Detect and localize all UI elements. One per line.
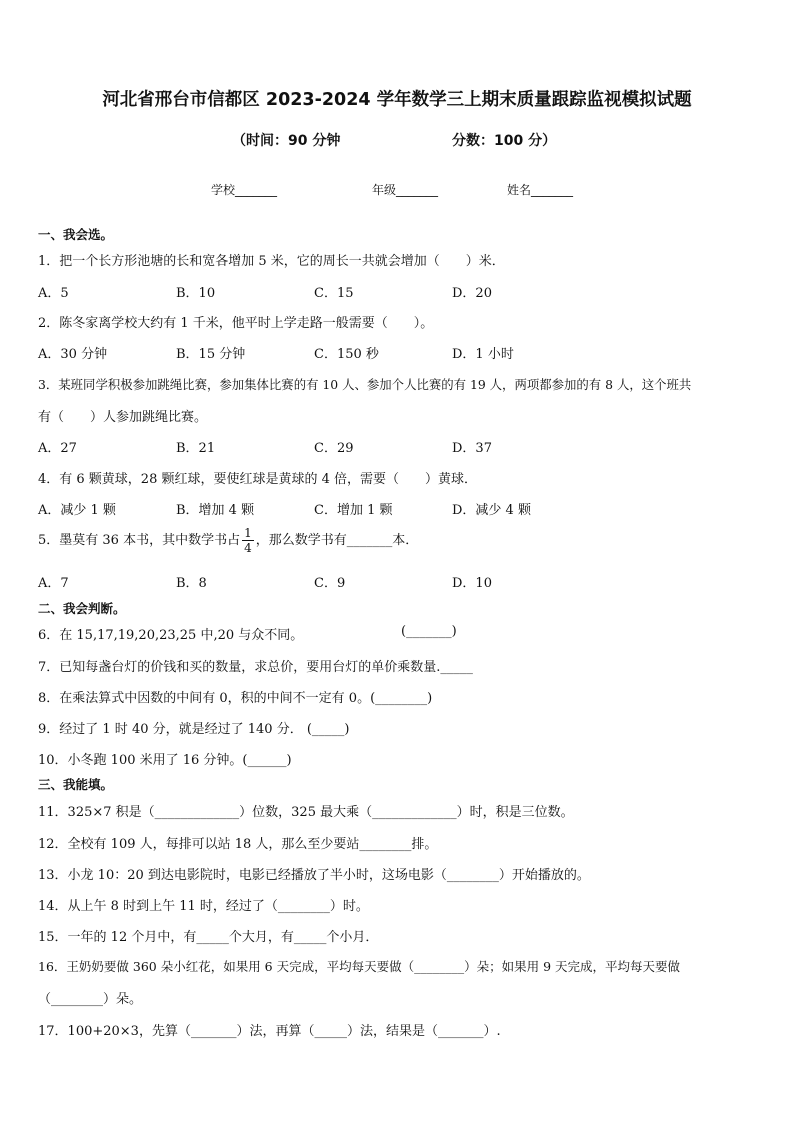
- question-17: 17．100+20×3，先算（_______）法，再算（_____）法，结果是（_______）.: [38, 1024, 501, 1039]
- grade-field: 年级_______: [372, 183, 439, 197]
- question-13: 13．小龙 10：20 到达电影院时，电影已经播放了半小时，这场电影（________）开始播放的。: [38, 868, 590, 883]
- q1-option-b: B．10: [176, 286, 216, 301]
- q1-option-c: C．15: [314, 286, 354, 301]
- q3-option-b: B．21: [176, 441, 216, 456]
- question-5-text-end: ，那么数学书有_______本．: [255, 533, 419, 548]
- q4-option-a: A．减少 1 颗: [38, 503, 116, 518]
- q4-option-c: C．增加 1 颗: [314, 503, 393, 518]
- school-field: 学校_______: [211, 183, 278, 197]
- q2-option-c: C．150 秒: [314, 347, 379, 362]
- question-12: 12．全校有 109 人，每排可以站 18 人，那么至少要站________排。: [38, 837, 438, 852]
- fraction: [242, 526, 254, 555]
- section-heading-judge: 二、我会判断。: [38, 601, 126, 616]
- q4-option-d: D．减少 4 颗: [452, 503, 531, 518]
- exam-title: 河北省邢台市信都区 2023-2024 学年数学三上期末质量跟踪监视模拟试题: [102, 90, 692, 110]
- q3-option-a: A．27: [38, 441, 77, 456]
- q1-option-d: D．20: [452, 286, 492, 301]
- q1-option-a: A．5: [38, 286, 69, 301]
- time-info: （时间：90 分钟: [232, 133, 341, 149]
- question-6-blank: (_______): [401, 624, 457, 639]
- question-3-line-1: 3．某班同学积极参加跳绳比赛，参加集体比赛的有 10 人、参加个人比赛的有 19 人，两项都参加的有 8 人，这个班共: [38, 377, 692, 392]
- q5-option-d: D．10: [452, 576, 492, 591]
- question-11: 11．325×7 积是（_____________）位数，325 最大乘（_____________）时，积是三位数。: [38, 805, 574, 820]
- question-8: 8．在乘法算式中因数的中间有 0，积的中间不一定有 0。(________): [38, 691, 433, 706]
- question-16-line-1: 16．王奶奶要做 360 朵小红花，如果用 6 天完成，平均每天要做（________）朵；如果用 9 天完成，平均每天要做: [38, 959, 681, 974]
- q4-option-b: B．增加 4 颗: [176, 503, 255, 518]
- question-5-text: 5．墨莫有 36 本书，其中数学书占: [38, 533, 241, 548]
- question-6: 6．在 15,17,19,20,23,25 中,20 与众不同。: [38, 628, 304, 643]
- section-heading-fill: 三、我能填。: [38, 777, 114, 792]
- question-15: 15．一年的 12 个月中，有_____个大月，有_____个小月．: [38, 930, 379, 945]
- fraction-numerator: 1: [244, 526, 252, 540]
- q3-option-d: D．37: [452, 441, 492, 456]
- question-7: 7．已知每盏台灯的价钱和买的数量，求总价，要用台灯的单价乘数量._____: [38, 660, 473, 675]
- question-10: 10．小冬跑 100 米用了 16 分钟。(______): [38, 753, 292, 768]
- fraction-denominator: 4: [244, 541, 252, 555]
- question-5: [38, 526, 418, 555]
- q2-option-d: D．1 小时: [452, 347, 514, 362]
- question-4: 4．有 6 颗黄球，28 颗红球，要使红球是黄球的 4 倍，需要（ ）黄球．: [38, 472, 478, 487]
- q5-option-a: A．7: [38, 576, 69, 591]
- q2-option-a: A．30 分钟: [38, 347, 108, 362]
- score-info: 分数：100 分）: [452, 133, 557, 149]
- question-1: 1．把一个长方形池塘的长和宽各增加 5 米，它的周长一共就会增加（ ）米．: [38, 254, 505, 269]
- question-2: 2．陈冬家离学校大约有 1 千米，他平时上学走路一般需要（ ）。: [38, 316, 434, 331]
- question-16-line-2: （________）朵。: [38, 992, 143, 1007]
- question-3-line-2: 有（ ）人参加跳绳比赛。: [38, 410, 208, 425]
- q5-option-c: C．9: [314, 576, 346, 591]
- q3-option-c: C．29: [314, 441, 354, 456]
- q5-option-b: B．8: [176, 576, 207, 591]
- question-14: 14．从上午 8 时到上午 11 时，经过了（________）时。: [38, 899, 369, 914]
- q2-option-b: B．15 分钟: [176, 347, 246, 362]
- question-9: 9．经过了 1 时 40 分，就是经过了 140 分． (_____): [38, 722, 350, 737]
- name-field: 姓名_______: [507, 183, 574, 197]
- section-heading-choice: 一、我会选。: [38, 227, 114, 242]
